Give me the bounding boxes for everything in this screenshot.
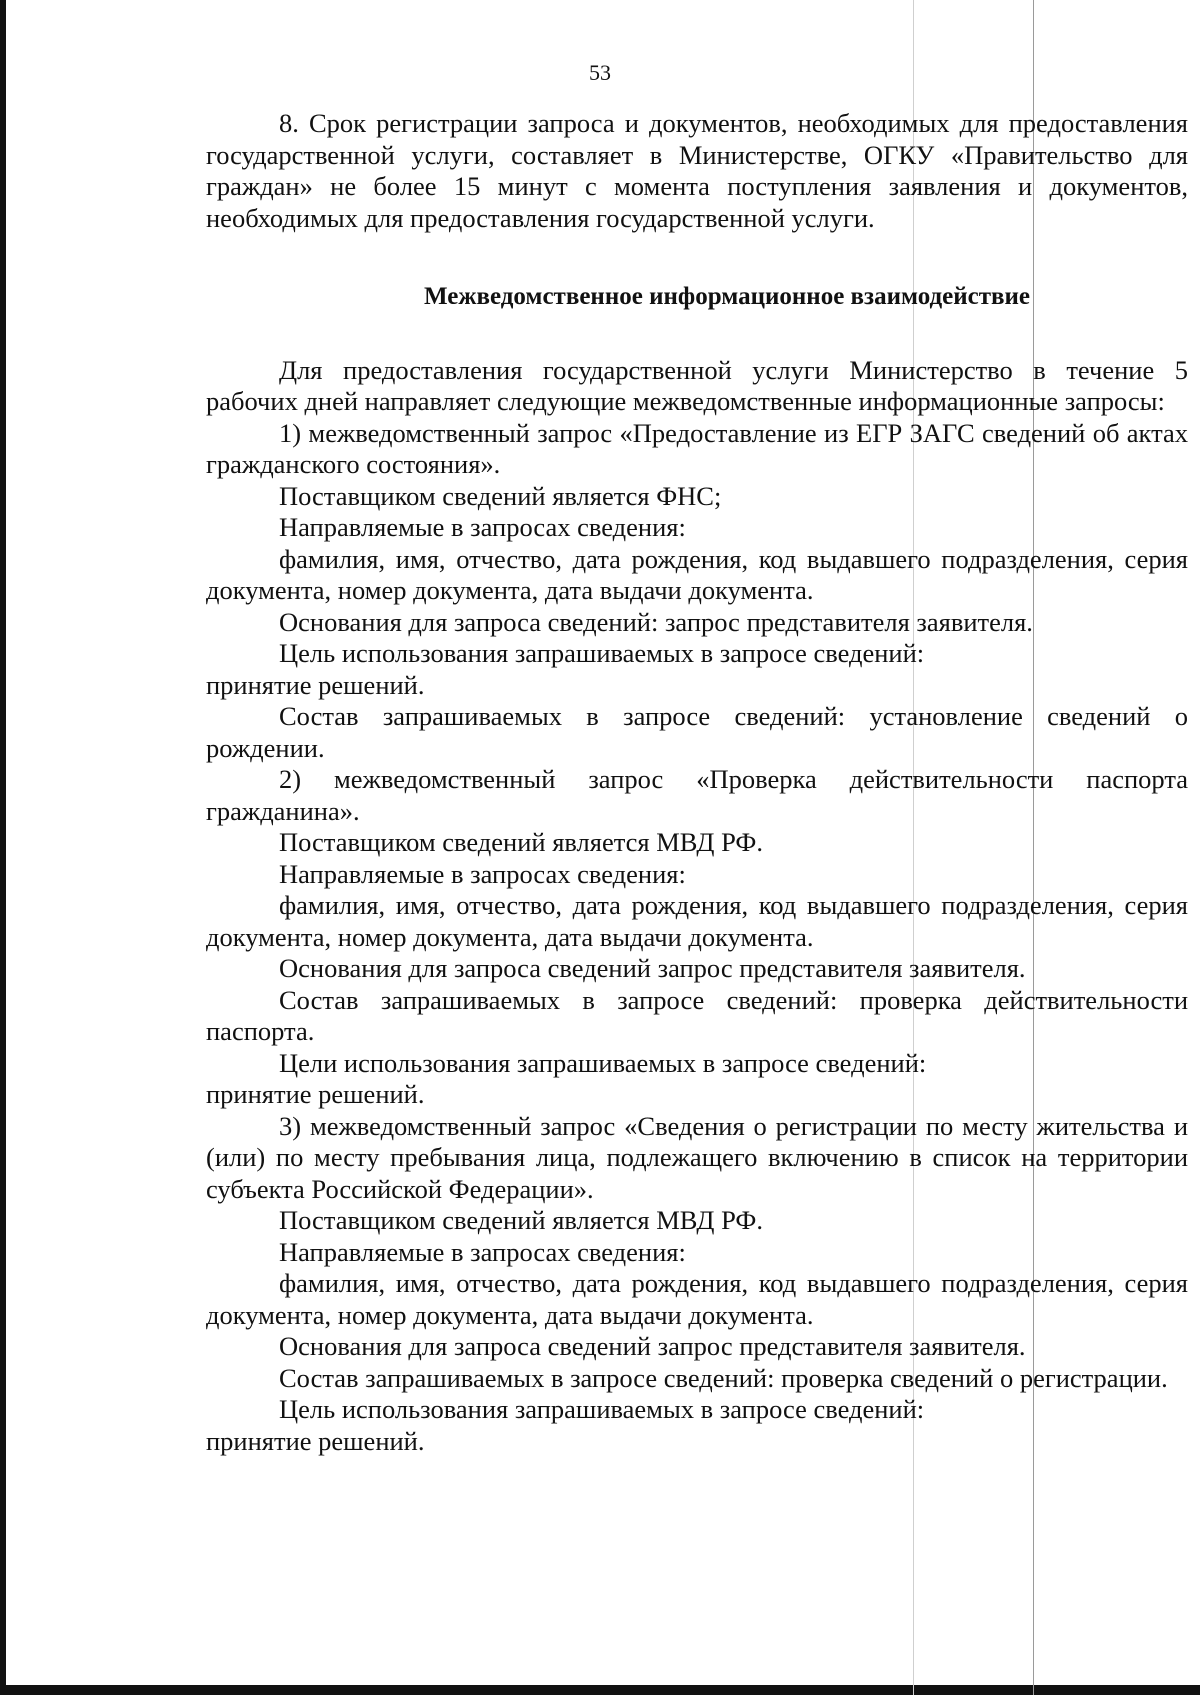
paragraph: 2) межведомственный запрос «Проверка действительности паспорта гражданина». <box>206 764 1188 826</box>
paragraph: Направляемые в запросах сведения: <box>279 858 686 889</box>
paragraph: Состав запрашиваемых в запросе сведений: проверка действительности паспорта. <box>206 984 1188 1046</box>
paragraph: Цель использования запрашиваемых в запросе сведений: <box>279 1394 925 1424</box>
paragraph: Направляемые в запросах сведения: <box>279 1236 686 1267</box>
paragraph: Направляемые в запросах сведения: <box>279 512 686 542</box>
paragraph: 8. Срок регистрации запроса и документов, необходимых для предоставления государственной услуги, составляет в Министерстве, ОГКУ «Правительство для граждан» не более 15 минут с момента поступления заявления и документов, необходимых для предоставления государственной услуги. <box>206 108 1188 233</box>
paragraph: Поставщиком сведений является ФНС; <box>279 480 722 511</box>
paragraph: фамилия, имя, отчество, дата рождения, код выдавшего подразделения, серия документа, номер документа, дата выдачи документа. <box>206 1268 1188 1330</box>
paragraph: принятие решений. <box>206 1425 425 1456</box>
paragraph: Основания для запроса сведений запрос представителя заявителя. <box>279 953 1026 983</box>
section-body <box>206 355 1188 1458</box>
intro-section <box>206 108 1188 234</box>
paragraph: 3) межведомственный запрос «Сведения о регистрации по месту жительства и (или) по месту пребывания лица, подлежащего включению в список на территории субъекта Российской Федерации». <box>206 1110 1188 1204</box>
paragraph: Поставщиком сведений является МВД РФ. <box>279 827 763 857</box>
paragraph: Цели использования запрашиваемых в запросе сведений: <box>279 1047 927 1078</box>
document-body <box>206 108 1188 1457</box>
scan-border-bottom <box>0 1685 1200 1695</box>
page-number: 53 <box>589 60 611 85</box>
paragraph: фамилия, имя, отчество, дата рождения, код выдавшего подразделения, серия документа, номер документа, дата выдачи документа. <box>206 543 1188 605</box>
scan-border-left <box>0 0 6 1695</box>
section-heading: Межведомственное информационное взаимодействие <box>424 283 1030 310</box>
paragraph: Цель использования запрашиваемых в запросе сведений: <box>279 638 925 668</box>
paragraph: принятие решений. <box>206 669 425 700</box>
paragraph: фамилия, имя, отчество, дата рождения, код выдавшего подразделения, серия документа, номер документа, дата выдачи документа. <box>206 890 1188 952</box>
paragraph: принятие решений. <box>206 1079 425 1109</box>
paragraph: Основания для запроса сведений запрос представителя заявителя. <box>279 1331 1026 1361</box>
paragraph: 1) межведомственный запрос «Предоставление из ЕГР ЗАГС сведений об актах гражданского состояния». <box>206 417 1188 479</box>
paragraph: Состав запрашиваемых в запросе сведений: проверка сведений о регистрации. <box>279 1362 1168 1393</box>
paragraph: Основания для запроса сведений: запрос представителя заявителя. <box>279 606 1033 637</box>
paragraph: Состав запрашиваемых в запросе сведений: установление сведений о рождении. <box>206 701 1188 763</box>
paragraph: Для предоставления государственной услуги Министерство в течение 5 рабочих дней направляет следующие межведомственные информационные запросы: <box>206 354 1188 416</box>
paragraph: Поставщиком сведений является МВД РФ. <box>279 1205 763 1235</box>
